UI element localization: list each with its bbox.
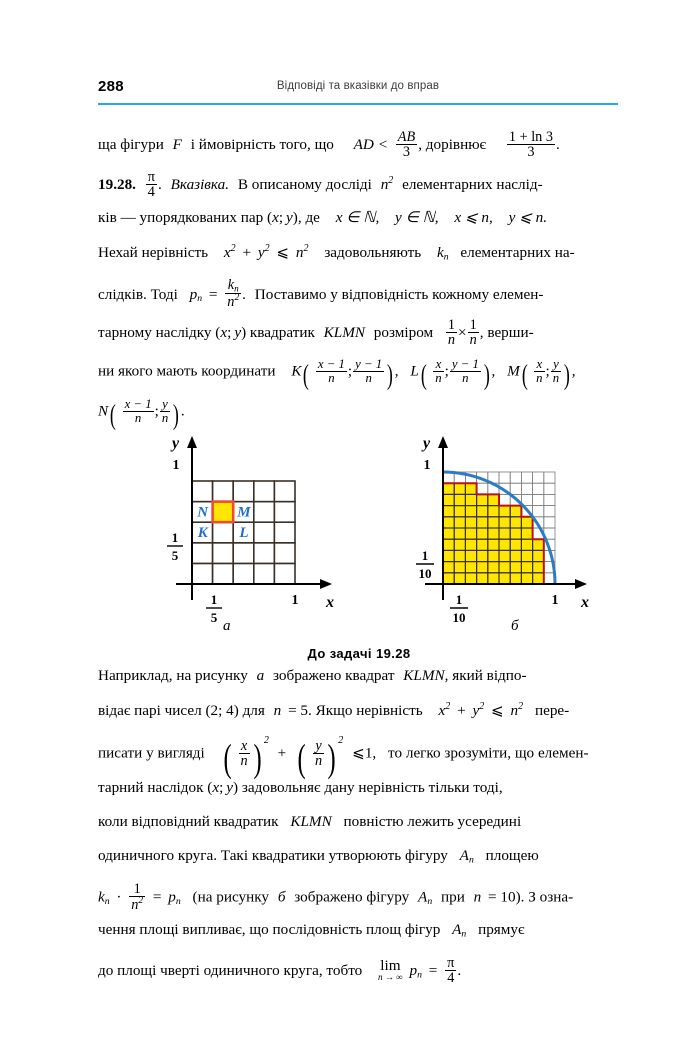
- figure-a-y-tick-fraction: [167, 530, 183, 563]
- fraction-denominator: n: [469, 332, 477, 349]
- answer-text-block-upper: [98, 130, 620, 438]
- text-line-11: [98, 736, 620, 780]
- math-operator: ·: [116, 888, 122, 906]
- math-operator: =: [208, 285, 218, 303]
- text-run: .: [180, 402, 185, 420]
- math-operator: ⩽: [491, 702, 504, 720]
- paren-open: (: [521, 359, 528, 392]
- fraction-1-n: [446, 318, 457, 348]
- figure-a-vertex-L: L: [239, 525, 249, 542]
- math-var-n: n: [380, 175, 389, 193]
- text-line-2: [98, 170, 620, 210]
- text-run: елементарних наслід-: [402, 175, 543, 193]
- figure-a-sublabel: а: [223, 618, 231, 634]
- math-var-y: y: [226, 779, 234, 796]
- paren-close: ): [483, 359, 490, 392]
- fraction-pi-4: [146, 170, 157, 200]
- text-run: .: [242, 285, 246, 303]
- fraction-numerator: AB: [397, 129, 416, 145]
- math-var-A: A: [459, 847, 469, 864]
- fraction-denominator: n: [552, 370, 560, 385]
- fraction-x-n: [239, 739, 250, 769]
- fraction-pi-4: [445, 956, 456, 986]
- fraction-denominator: n: [131, 897, 139, 914]
- text-run: при: [440, 888, 465, 906]
- text-run: пере-: [534, 702, 570, 720]
- fraction-denominator: 4: [146, 184, 157, 199]
- fraction-denominator: n: [227, 294, 235, 311]
- math-subscript: n: [175, 896, 181, 908]
- math-operator: +: [277, 744, 287, 762]
- figure-a-svg: [148, 432, 338, 647]
- figures-row: [98, 432, 620, 647]
- text-line-9: [98, 668, 620, 702]
- figure-b-x-axis-label: x: [581, 594, 589, 611]
- text-line-4: [98, 244, 620, 278]
- svg-text:10: 10: [418, 566, 432, 581]
- fraction-x1-n: [316, 358, 347, 385]
- math-operator: =: [428, 961, 438, 979]
- math-exponent: 2: [230, 243, 236, 254]
- math-subscript: n: [234, 283, 239, 294]
- text-run: Нехай нерівність: [98, 244, 209, 262]
- fraction-ab-3: [396, 130, 417, 160]
- math-exponent: 2: [338, 735, 344, 746]
- fraction-numerator: 1: [469, 317, 477, 333]
- math-exponent: 2: [388, 174, 394, 186]
- fraction-x1-n: [123, 398, 154, 425]
- text-run: ни якого мають координати: [98, 362, 276, 380]
- math-var-x: x: [212, 779, 220, 796]
- paren-close: ): [386, 359, 393, 392]
- fraction-denominator: n: [134, 410, 142, 425]
- math-subscript: n: [417, 969, 422, 981]
- fraction-denominator: n: [314, 752, 323, 769]
- fraction-denominator: n: [328, 370, 335, 385]
- fraction-x-n: [534, 358, 544, 385]
- math-exponent: 2: [303, 243, 309, 254]
- text-line-14: [98, 848, 620, 882]
- figure-a-y-tick-one: 1: [172, 458, 180, 473]
- math-var-x: x: [220, 323, 228, 341]
- paren-open: (: [420, 359, 427, 392]
- math-var-k: k: [98, 888, 105, 906]
- math-operator: ×: [458, 323, 467, 341]
- svg-text:1: 1: [455, 592, 463, 607]
- fraction-denominator: n: [161, 410, 169, 425]
- text-run: ;: [219, 779, 224, 796]
- text-run: ків — упорядкованих пар (: [98, 209, 273, 226]
- text-run: і ймовірність того, що: [190, 135, 334, 153]
- math-point-L: L: [410, 362, 419, 380]
- figure-a-vertex-K: K: [197, 525, 208, 542]
- figure-b-y-tick-one: 1: [423, 458, 431, 473]
- math-var-k: k: [436, 244, 444, 262]
- text-run: коли відповідний квадратик: [98, 813, 279, 830]
- text-line-1: [98, 130, 620, 170]
- math-quad-klmn: KLMN: [323, 323, 365, 341]
- text-run: , дорівнює: [418, 135, 487, 153]
- text-run: відає парі чисел (2; 4) для: [98, 702, 265, 720]
- text-line-7: ни якого мають координати K( $\frac{x - 1}{n}$ ; $\frac{y - 1}{n}$ ) , L( $\frac{x}{n}$ ; $\frac{y - 1}{n}$ ) , M( $\frac{x}{n}$ ; $\frac{y}{n}$ ) ,: [98, 357, 576, 392]
- math-var-n: n: [295, 244, 304, 262]
- math-subscript: n: [104, 896, 110, 908]
- figure-a: [148, 432, 338, 647]
- figure-caption: До задачі 19.28: [307, 646, 411, 661]
- fraction-numerator: x: [435, 357, 442, 371]
- paren-open: (: [109, 399, 116, 432]
- math-condition: y ⩽ n.: [508, 209, 548, 226]
- text-line-10: [98, 702, 620, 736]
- math-condition: y ∈ ℕ,: [395, 209, 439, 226]
- svg-text:1: 1: [171, 530, 179, 545]
- text-run: , верши-: [479, 323, 534, 341]
- math-var-x: x: [438, 702, 446, 720]
- fraction-numerator: 1: [133, 881, 141, 897]
- figure-b: [403, 432, 603, 647]
- fraction-numerator: y: [162, 397, 168, 411]
- text-line-5: [98, 278, 620, 318]
- text-run: ;: [278, 209, 284, 226]
- fraction-numerator: y − 1: [355, 357, 383, 371]
- fraction-numerator: π: [447, 955, 455, 971]
- fraction-denominator: 3: [507, 144, 555, 159]
- fraction-numerator: y: [315, 737, 322, 754]
- math-var-n: n: [510, 702, 519, 720]
- paren-close: ): [253, 735, 262, 780]
- fraction-denominator: 3: [396, 144, 417, 159]
- math-exponent: 2: [518, 701, 524, 712]
- fraction-denominator: n: [447, 332, 456, 349]
- figure-a-vertex-M: M: [237, 504, 251, 521]
- math-var-x: x: [272, 209, 279, 226]
- fraction-numerator: y − 1: [451, 357, 479, 371]
- fraction-y-n: [551, 358, 561, 385]
- math-operator: +: [242, 244, 252, 262]
- math-limit: [378, 958, 403, 982]
- math-exponent: 2: [445, 701, 451, 712]
- math-point-M: M: [507, 362, 520, 380]
- text-line-15: [98, 882, 620, 922]
- figure-b-filled-cells: [443, 483, 544, 584]
- text-line-13: [98, 814, 620, 848]
- math-var-n: n: [473, 888, 482, 906]
- fraction-y-n: [160, 398, 170, 425]
- math-condition: x ∈ ℕ,: [335, 209, 380, 226]
- math-inequality: AD <: [353, 135, 388, 153]
- limit-operator: lim: [380, 956, 401, 974]
- fraction-y-n: [313, 739, 324, 769]
- page-number: 288: [98, 78, 124, 95]
- fraction-denominator: n: [462, 370, 469, 385]
- fraction-y1-n: [450, 358, 481, 385]
- text-run: ) задовольняє дану нерівність тільки тоді,: [233, 779, 503, 796]
- text-run: .: [556, 135, 560, 153]
- text-run: = 5. Якщо нерівність: [288, 702, 423, 720]
- fraction-denominator: n: [240, 752, 248, 769]
- fraction-numerator: π: [147, 169, 155, 185]
- math-var-x: x: [223, 244, 231, 262]
- paren-close: ): [563, 359, 570, 392]
- fraction-denominator: 4: [445, 970, 456, 985]
- math-point-K: K: [291, 362, 302, 380]
- math-var-y: y: [286, 209, 293, 226]
- fraction-numerator: 1 + ln 3: [508, 129, 553, 145]
- fraction-numerator: k: [227, 277, 235, 293]
- text-run: елементарних на-: [460, 244, 575, 262]
- math-operator: ⩽1,: [352, 744, 377, 762]
- math-var-p: p: [189, 285, 198, 303]
- header-title: Відповіді та вказівки до вправ: [276, 80, 440, 92]
- fraction-denominator: n: [435, 370, 442, 385]
- text-run: до площі чверті одиничного круга, тобто: [98, 961, 363, 979]
- text-line-16: [98, 922, 620, 956]
- math-exponent: 2: [263, 735, 269, 746]
- math-var-n: n: [273, 702, 282, 720]
- math-exponent: 2: [138, 896, 144, 907]
- math-subscript: n: [461, 928, 467, 940]
- fraction-numerator: x − 1: [124, 397, 152, 411]
- limit-subscript: n → ∞: [378, 972, 403, 983]
- svg-text:5: 5: [171, 548, 179, 563]
- math-exponent: 2: [264, 243, 270, 254]
- figure-a-vertex-N: N: [197, 504, 209, 521]
- math-var-A: A: [418, 888, 428, 906]
- figure-ref-b: б: [277, 888, 286, 906]
- text-run: ;: [227, 323, 232, 341]
- figure-b-y-tick-fraction: [416, 548, 434, 581]
- fraction-y1-n: [353, 358, 384, 385]
- figure-a-x-tick-one: 1: [291, 593, 299, 608]
- figure-b-sublabel: б: [511, 618, 519, 634]
- math-subscript: n: [443, 251, 449, 263]
- figure-b-svg: [403, 432, 603, 647]
- fraction-1-n2: [129, 882, 145, 912]
- text-run: Наприклад, на рисунку: [98, 667, 248, 684]
- math-operator: ⩽: [276, 244, 290, 262]
- math-var-y: y: [472, 702, 480, 720]
- math-var-y: y: [234, 323, 242, 341]
- text-run: тарний наслідок (: [98, 779, 213, 796]
- math-point-N: N: [98, 402, 109, 420]
- text-run: Поставимо у відповідність кожному елемен-: [254, 285, 544, 303]
- paren-open: (: [223, 735, 232, 780]
- fraction-1ln3-3: [507, 130, 555, 160]
- math-subscript: n: [197, 293, 203, 305]
- fraction-numerator: x: [240, 737, 248, 754]
- figure-a-y-axis-label: y: [172, 435, 180, 452]
- paren-close: ): [173, 399, 179, 432]
- text-run: повністю лежить усередині: [343, 813, 522, 830]
- text-run: писати у вигляді: [98, 744, 205, 762]
- paren-close: ): [327, 735, 336, 780]
- figure-b-y-axis-label: y: [423, 435, 431, 452]
- math-var-p: p: [409, 961, 418, 979]
- fraction-numerator: y: [553, 357, 559, 371]
- text-run: одиничного круга. Такі квадратики утворюють фігуру: [98, 847, 448, 864]
- text-run: то легко зрозуміти, що елемен-: [388, 744, 589, 762]
- fraction-denominator: n: [365, 370, 372, 385]
- problem-number: 19.28.: [98, 175, 136, 193]
- math-subscript: n: [468, 854, 474, 866]
- figure-a-x-tick-fraction: [206, 592, 222, 625]
- math-exponent: 2: [234, 293, 240, 304]
- text-run: В описаному досліді: [237, 175, 372, 193]
- math-var-A: A: [452, 921, 462, 938]
- text-run: , який відпо-: [444, 667, 527, 684]
- math-exponent: 2: [479, 701, 485, 712]
- paren-open: (: [303, 359, 310, 392]
- text-line-8: N( $\frac{x - 1}{n}$ ; $\frac{y}{n}$ ) .: [98, 397, 185, 432]
- math-operator: +: [457, 702, 466, 720]
- text-run: .: [457, 961, 462, 979]
- hint-label: Вказівка.: [170, 175, 230, 193]
- fraction-x-n: [433, 358, 443, 385]
- fraction-1-n: [468, 318, 479, 348]
- text-run: розміром: [373, 323, 434, 341]
- text-line-6: [98, 318, 620, 358]
- math-condition: x ⩽ n,: [454, 209, 493, 226]
- math-quad-klmn: KLMN: [403, 667, 445, 684]
- fraction-numerator: x − 1: [317, 357, 345, 371]
- text-run: ) квадратик: [241, 323, 315, 341]
- svg-text:1: 1: [421, 548, 429, 563]
- text-run: слідків. Тоді: [98, 285, 178, 303]
- text-run: зображено фігуру: [294, 888, 410, 906]
- text-run: тарному наслідку (: [98, 323, 221, 341]
- text-line-3: [98, 210, 620, 244]
- math-var-F: F: [172, 135, 182, 153]
- figure-a-highlight-cell: [213, 502, 234, 523]
- header-divider: [98, 103, 618, 105]
- math-var-p: p: [168, 888, 176, 906]
- fraction-numerator: 1: [447, 317, 456, 333]
- svg-text:1: 1: [210, 592, 218, 607]
- paren-open: (: [297, 735, 306, 780]
- figure-b-x-tick-fraction: [450, 592, 468, 625]
- answer-text-block-lower: [98, 668, 620, 996]
- text-run: = 10). З озна-: [488, 888, 574, 906]
- math-quad-klmn: KLMN: [290, 813, 332, 830]
- text-run: ), де: [292, 209, 320, 226]
- math-operator: =: [152, 888, 162, 906]
- text-run: (на рисунку: [192, 888, 270, 906]
- text-run: прямує: [478, 921, 525, 938]
- text-line-12: [98, 780, 620, 814]
- text-run: чення площі випливає, що послідовність площ фігур: [98, 921, 441, 938]
- text-run: площею: [485, 847, 539, 864]
- text-run: задовольняють: [324, 244, 422, 262]
- fraction-numerator: x: [536, 357, 543, 371]
- text-run: ща фігури: [98, 135, 164, 153]
- svg-text:10: 10: [452, 610, 466, 625]
- fraction-denominator: n: [536, 370, 543, 385]
- svg-text:5: 5: [210, 610, 218, 625]
- text-run: .: [157, 175, 162, 193]
- math-subscript: n: [427, 896, 433, 908]
- figure-ref-a: а: [256, 667, 265, 684]
- math-var-y: y: [257, 244, 265, 262]
- text-run: зображено квадрат: [272, 667, 395, 684]
- figure-a-x-axis-label: x: [326, 594, 334, 611]
- figure-b-x-tick-one: 1: [551, 593, 559, 608]
- text-line-17: [98, 956, 620, 996]
- fraction-kn-n2: [225, 278, 241, 309]
